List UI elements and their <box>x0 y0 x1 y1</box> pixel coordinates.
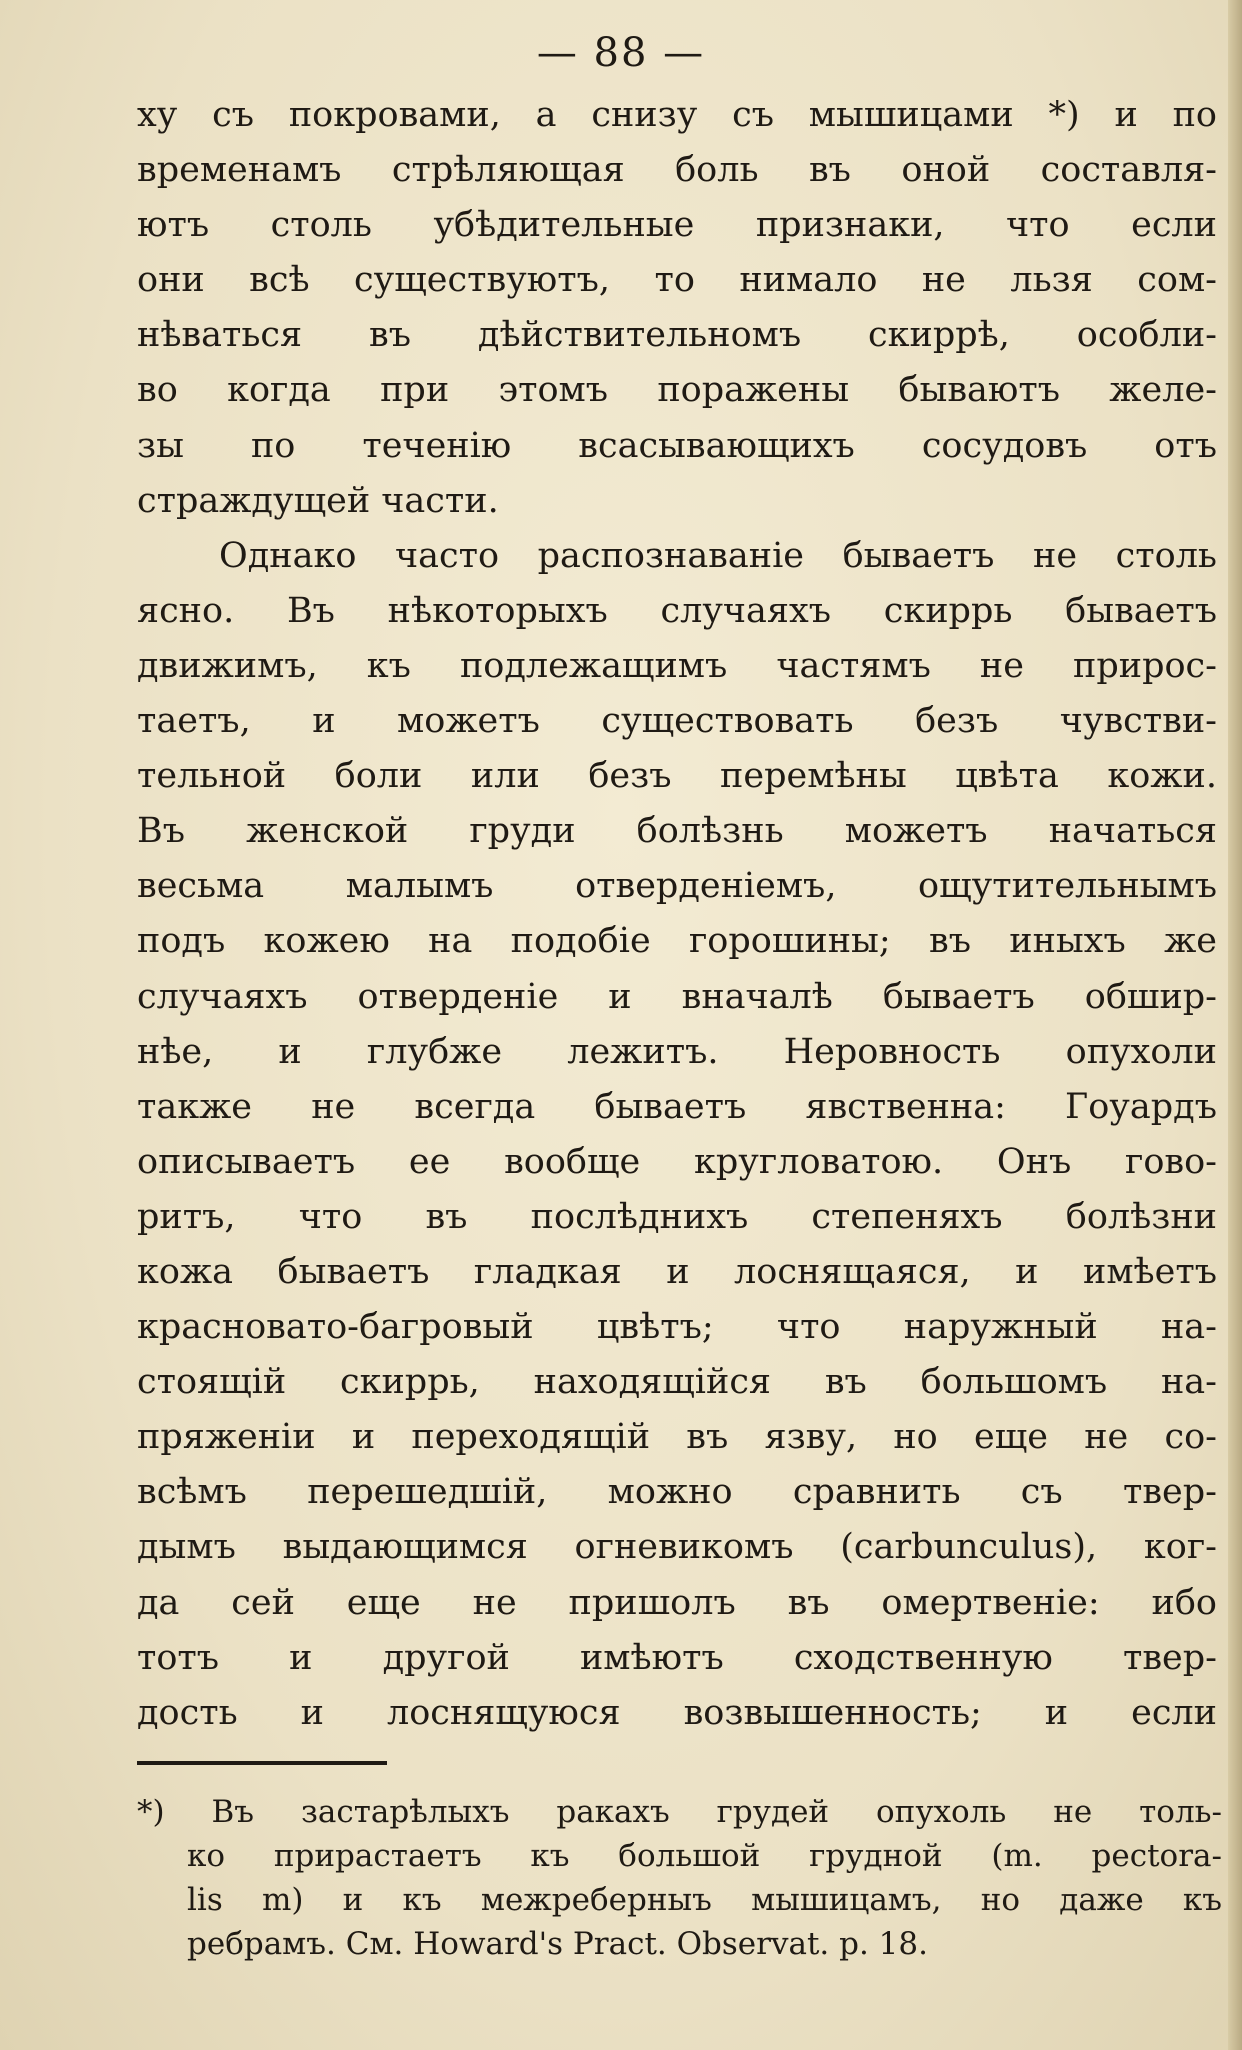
text-line: нѣваться въ дѣйствительномъ скиррѣ, особли- <box>137 315 1217 356</box>
text-line: пряженіи и переходящій въ язву, но еще не со- <box>137 1417 1217 1458</box>
text-line: описываетъ ее вообще кругловатою. Онъ гово- <box>137 1141 1217 1182</box>
text-line: ху съ покровами, а снизу съ мышицами *) и по <box>137 95 1217 135</box>
text-line: дость и лоснящуюся возвышенность; и если <box>137 1692 1217 1733</box>
text-line: также не всегда бываетъ явственна: Гоуардъ <box>137 1086 1217 1127</box>
text-line: нѣе, и глубже лежитъ. Неровность опухоли <box>137 1031 1217 1072</box>
text-line: Въ женской груди болѣзнь можетъ начаться <box>137 811 1217 852</box>
text-line: дымъ выдающимся огневикомъ (carbunculus), ког- <box>137 1527 1217 1568</box>
page-edge <box>1228 0 1242 2050</box>
text-line: Однако часто распознаваніе бываетъ не столь <box>219 535 1217 576</box>
footnote <box>137 1790 1222 1966</box>
text-line: да сей еще не пришолъ въ омертвеніе: ибо <box>137 1582 1217 1623</box>
text-line: зы по теченію всасывающихъ сосудовъ отъ <box>137 425 1217 466</box>
text-line: красновато-багровый цвѣтъ; что наружный на- <box>137 1307 1217 1348</box>
footnote-rule <box>137 1761 387 1765</box>
text-line: кожа бываетъ гладкая и лоснящаяся, и имѣетъ <box>137 1251 1217 1292</box>
body-text <box>137 88 1217 1741</box>
text-line: ютъ столь убѣдительные признаки, что если <box>137 205 1217 246</box>
text-line: временамъ стрѣляющая боль въ оной составля- <box>137 150 1217 191</box>
text-line: они всѣ существуютъ, то нимало не льзя сом- <box>137 260 1217 301</box>
footnote-line: ребрамъ. См. Howard's Pract. Observat. p. 18. <box>187 1926 928 1962</box>
footnote-line: ко прирастаетъ къ большой грудной (m. pectora- <box>187 1838 1222 1874</box>
text-line: случаяхъ отверденіе и вначалѣ бываетъ обшир- <box>137 976 1217 1017</box>
text-line: весьма малымъ отверденіемъ, ощутительнымъ <box>137 866 1217 907</box>
footnote-line: lis m) и къ межреберныъ мышицамъ, но даже къ <box>187 1882 1222 1918</box>
text-line: стоящій скиррь, находящійся въ большомъ на- <box>137 1362 1217 1403</box>
text-line: таетъ, и можетъ существовать безъ чувстви- <box>137 701 1217 742</box>
text-line: тельной боли или безъ перемѣны цвѣта кожи. <box>137 756 1217 797</box>
text-line: страждущей части. <box>137 480 499 521</box>
text-line: тотъ и другой имѣютъ сходственную твер- <box>137 1637 1217 1678</box>
text-line: подъ кожею на подобіе горошины; въ иныхъ же <box>137 921 1217 962</box>
text-line: всѣмъ перешедшій, можно сравнить съ твер- <box>137 1472 1217 1513</box>
text-line: во когда при этомъ поражены бываютъ желе- <box>137 370 1217 411</box>
text-line: ясно. Въ нѣкоторыхъ случаяхъ скиррь бываетъ <box>137 590 1217 631</box>
text-line: ритъ, что въ послѣднихъ степеняхъ болѣзни <box>137 1196 1217 1237</box>
footnote-line: *) Въ застарѣлыхъ ракахъ грудей опухоль не толь- <box>137 1794 1222 1830</box>
page-number: — 88 — <box>536 30 706 76</box>
text-line: движимъ, къ подлежащимъ частямъ не прирос- <box>137 645 1217 686</box>
